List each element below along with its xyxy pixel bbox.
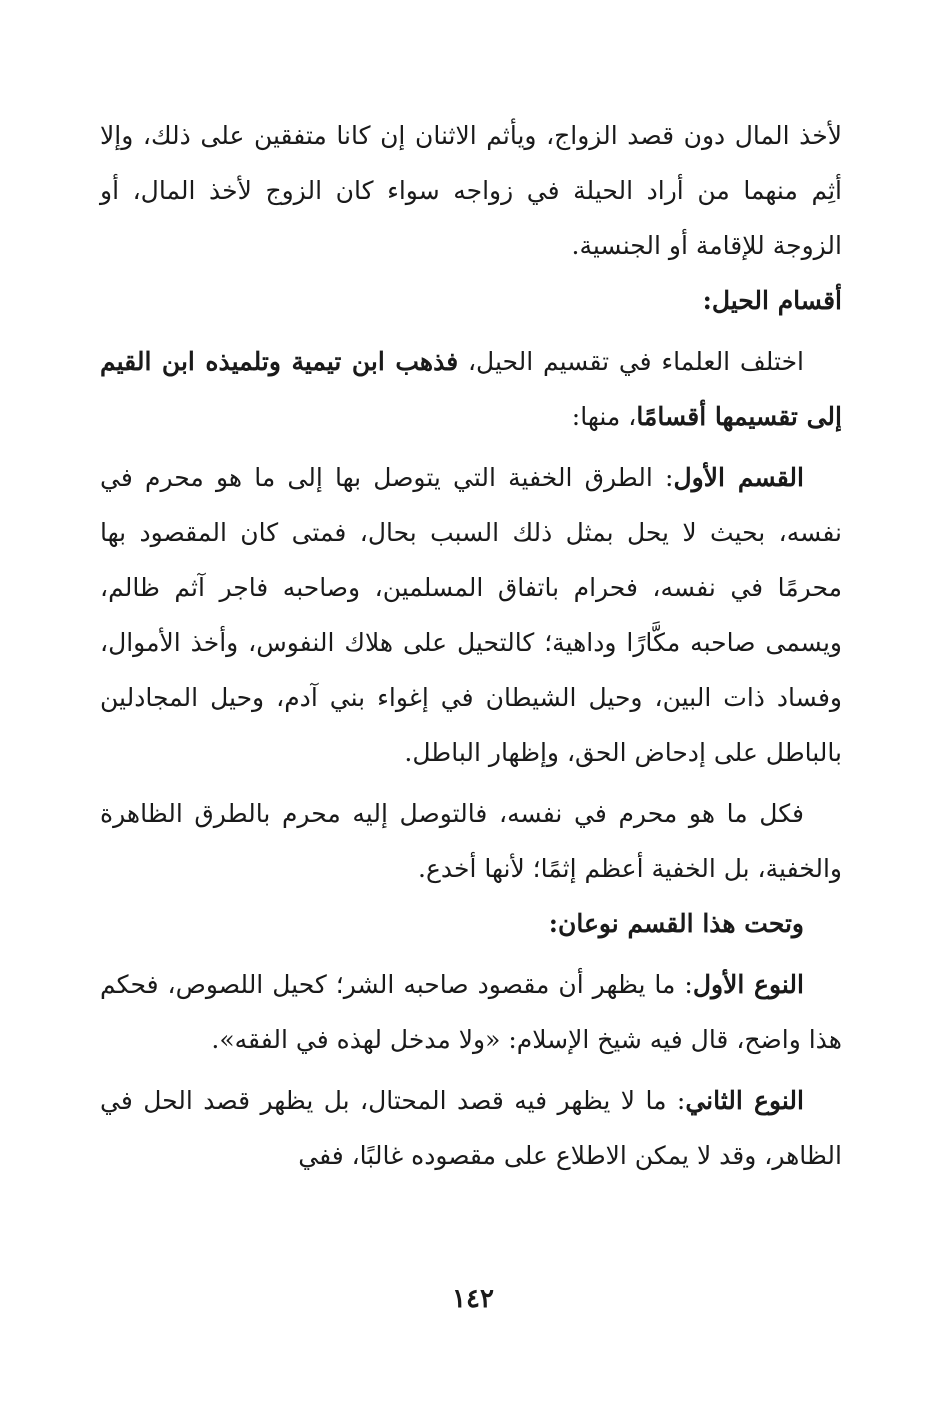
section-heading-types-of-tricks: أقسام الحيل: [702, 286, 842, 315]
first-type-text: : ما يظهر أن مقصود صاحبه الشر؛ كحيل اللصوص، فحكم هذا واضح، قال فيه شيخ الإسلام: «ولا مدخل لهذه في الفقه». [100, 970, 842, 1054]
paragraph-scholars-differ [100, 334, 842, 444]
first-section-text: : الطرق الخفية التي يتوصل بها إلى ما هو محرم في نفسه، بحيث لا يحل بمثل ذلك السبب بحال، فمتى كان المقصود بها محرمًا في نفسه، فحرام باتفاق المسلمين، وصاحبه فاجر آثم ظالم، ويسمى صاحبه مكَّارًا وداهية؛ كالتحيل على هلاك النفوس، وأخذ الأموال، وفساد ذات البين، وحيل الشيطان في إغواء بني آدم، وحيل المجادلين بالباطل على إدحاض الحق، وإظهار الباطل. [100, 463, 842, 767]
paragraph-everything-forbidden: فكل ما هو محرم في نفسه، فالتوصل إليه محرم بالطرق الظاهرة والخفية، بل الخفية أعظم إثمًا؛ لأنها أخدع. [100, 799, 842, 883]
paragraph-scholars-differ-start: اختلف العلماء في تقسيم الحيل، [458, 347, 805, 376]
page-body [100, 108, 842, 1183]
page-number: ١٤٢ [452, 1284, 494, 1314]
subheading-two-types: وتحت هذا القسم نوعان: [548, 909, 804, 938]
paragraph-first-section [100, 450, 842, 780]
paragraph-first-type [100, 957, 842, 1067]
paragraph-second-type [100, 1073, 842, 1183]
first-section-label: القسم الأول [673, 463, 804, 492]
paragraph-scholars-differ-end: ، منها: [571, 402, 637, 431]
paragraph-scholars-differ-bold: فذهب ابن تيمية وتلميذه ابن القيم إلى تقسيمها أقسامًا [100, 347, 842, 431]
first-type-label: النوع الأول [692, 970, 804, 999]
paragraph-continuation: لأخذ المال دون قصد الزواج، ويأثم الاثنان إن كانا متفقين على ذلك، وإلا أثِم منهما من أراد الحيلة في زواجه سواء كان الزوج لأخذ المال، أو الزوجة للإقامة أو الجنسية. [100, 121, 842, 260]
second-type-text: : ما لا يظهر فيه قصد المحتال، بل يظهر قصد الحل في الظاهر، وقد لا يمكن الاطلاع على مقصوده غالبًا، ففي [100, 1086, 842, 1170]
second-type-label: النوع الثاني [685, 1086, 804, 1115]
